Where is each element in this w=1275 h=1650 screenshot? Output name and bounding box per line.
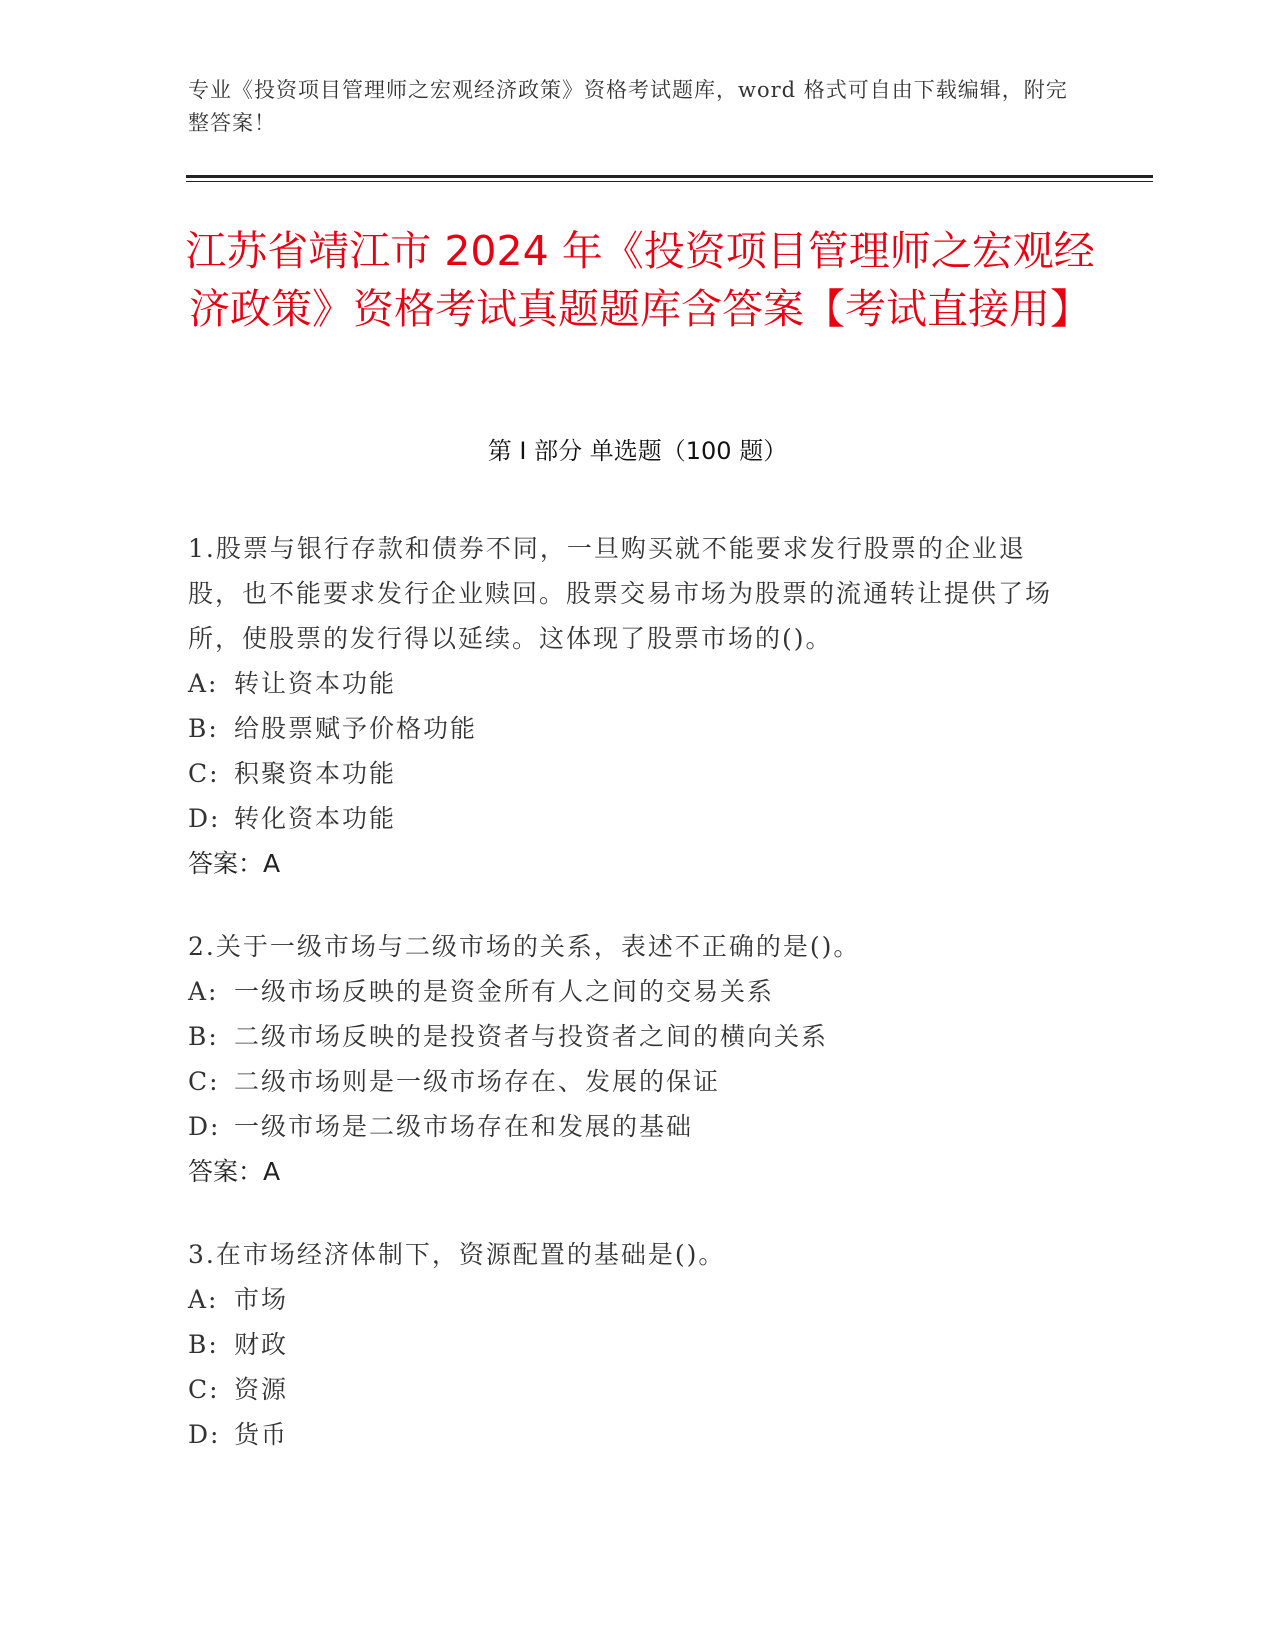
option-text: 转化资本功能 — [234, 804, 397, 833]
option-key: B: — [188, 1022, 219, 1051]
option-text: 给股票赋予价格功能 — [234, 714, 478, 743]
option-key: A: — [188, 977, 219, 1006]
option-a — [188, 661, 1068, 706]
question-3 — [188, 1232, 1068, 1457]
option-key: D: — [188, 804, 221, 833]
header-divider-thin — [186, 181, 1153, 182]
option-c — [188, 751, 1068, 796]
option-key: D: — [188, 1420, 221, 1449]
question-list — [188, 526, 1068, 1495]
option-c — [188, 1059, 1068, 1104]
question-2 — [188, 924, 1068, 1194]
option-d — [188, 796, 1068, 841]
option-b — [188, 706, 1068, 751]
answer-line: 答案：A — [188, 849, 281, 878]
option-text: 财政 — [234, 1330, 289, 1359]
option-key: C: — [188, 759, 220, 788]
question-1 — [188, 526, 1068, 886]
option-text: 资源 — [234, 1375, 289, 1404]
option-a — [188, 1277, 1068, 1322]
option-d — [188, 1412, 1068, 1457]
option-text: 一级市场是二级市场存在和发展的基础 — [234, 1112, 694, 1141]
option-key: C: — [188, 1375, 220, 1404]
option-text: 二级市场则是一级市场存在、发展的保证 — [234, 1067, 721, 1096]
option-key: B: — [188, 1330, 219, 1359]
header-note: 专业《投资项目管理师之宏观经济政策》资格考试题库，word 格式可自由下载编辑，附完整答案！ — [188, 78, 1068, 135]
option-key: A: — [188, 1285, 219, 1314]
option-key: A: — [188, 669, 219, 698]
option-b — [188, 1322, 1068, 1367]
option-b — [188, 1014, 1068, 1059]
option-key: D: — [188, 1112, 221, 1141]
option-text: 二级市场反映的是投资者与投资者之间的横向关系 — [234, 1022, 829, 1051]
option-text: 货币 — [234, 1420, 289, 1449]
section-heading: 第 I 部分 单选题（100 题） — [487, 437, 788, 465]
header-divider-thick — [186, 175, 1153, 178]
option-d — [188, 1104, 1068, 1149]
option-key: C: — [188, 1067, 220, 1096]
answer-line: 答案：A — [188, 1157, 281, 1186]
option-text: 市场 — [234, 1285, 289, 1314]
option-a — [188, 969, 1068, 1014]
option-text: 积聚资本功能 — [234, 759, 397, 788]
option-c — [188, 1367, 1068, 1412]
document-title: 江苏省靖江市 2024 年《投资项目管理师之宏观经济政策》资格考试真题题库含答案【考试直接用】 — [185, 227, 1095, 333]
question-stem: 1.股票与银行存款和债券不同，一旦购买就不能要求发行股票的企业退股，也不能要求发行企业赎回。股票交易市场为股票的流通转让提供了场所，使股票的发行得以延续。这体现了股票市场的()。 — [188, 534, 1053, 653]
option-key: B: — [188, 714, 219, 743]
option-text: 一级市场反映的是资金所有人之间的交易关系 — [234, 977, 775, 1006]
question-stem: 2.关于一级市场与二级市场的关系，表述不正确的是()。 — [188, 932, 861, 961]
question-stem: 3.在市场经济体制下，资源配置的基础是()。 — [188, 1240, 726, 1269]
option-text: 转让资本功能 — [234, 669, 397, 698]
